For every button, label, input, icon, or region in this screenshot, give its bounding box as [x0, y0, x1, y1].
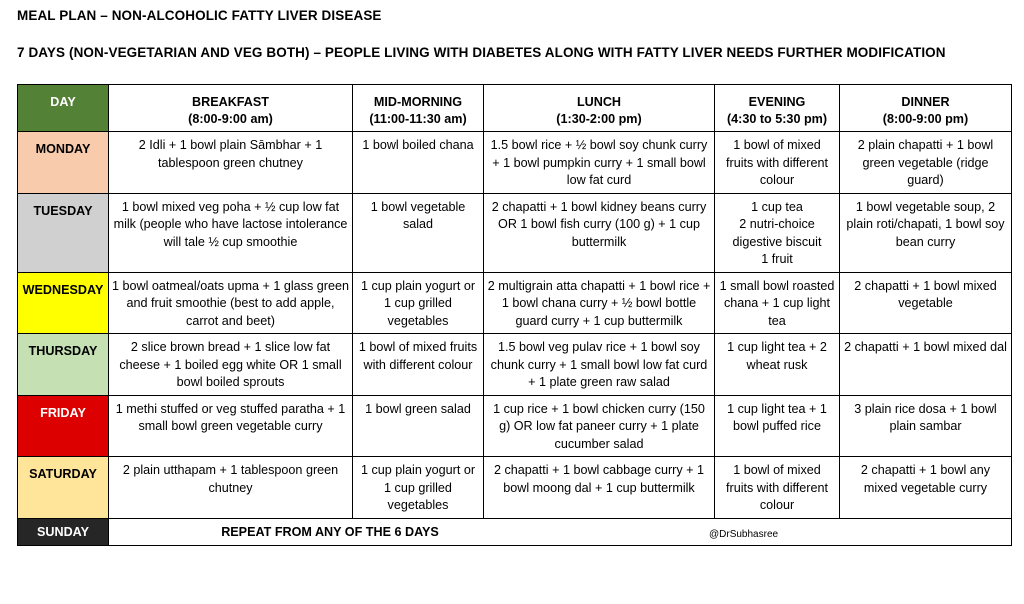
lunch-cell: 1.5 bowl veg pulav rice + 1 bowl soy chunk curry + 1 small bowl low fat curd + 1 plate green raw salad [484, 334, 715, 396]
day-cell-sunday: SUNDAY [18, 518, 109, 545]
dinner-cell: 3 plain rice dosa + 1 bowl plain sambar [840, 395, 1012, 457]
dinner-cell: 2 plain chapatti + 1 bowl green vegetable (ridge guard) [840, 132, 1012, 194]
evening-cell: 1 bowl of mixed fruits with different colour [715, 132, 840, 194]
table-row [18, 457, 1012, 519]
evening-line: 1 fruit [761, 252, 793, 266]
day-cell-saturday: SATURDAY [18, 457, 109, 519]
evening-line: 2 nutri-choice digestive biscuit [732, 217, 822, 249]
day-cell-monday: MONDAY [18, 132, 109, 194]
evening-line: 1 cup tea [751, 199, 803, 214]
breakfast-cell: 2 Idli + 1 bowl plain Sāmbhar + 1 tablespoon green chutney [109, 132, 353, 194]
page-title: MEAL PLAN – NON-ALCOHOLIC FATTY LIVER DISEASE [17, 8, 382, 23]
column-header-dinner: DINNER (8:00-9:00 pm) [840, 85, 1012, 132]
author-credit: @DrSubhasree [709, 528, 779, 540]
sunday-note-cell [109, 518, 1012, 545]
breakfast-cell: 2 slice brown bread + 1 slice low fat cheese + 1 boiled egg white OR 1 small bowl boiled sprouts [109, 334, 353, 396]
mid-morning-cell: 1 bowl of mixed fruits with different colour [353, 334, 484, 396]
lunch-cell: 2 chapatti + 1 bowl kidney beans curry OR 1 bowl fish curry (100 g) + 1 cup buttermilk [484, 193, 715, 272]
evening-cell: 1 cup light tea + 1 bowl puffed rice [715, 395, 840, 457]
dinner-cell: 2 chapatti + 1 bowl mixed dal [840, 334, 1012, 396]
column-header-mid-morning: MID-MORNING (11:00-11:30 am) [353, 85, 484, 132]
column-header-day: DAY [18, 85, 109, 132]
evening-cell: 1 bowl of mixed fruits with different colour [715, 457, 840, 519]
dinner-cell: 1 bowl vegetable soup, 2 plain roti/chapati, 1 bowl soy bean curry [840, 193, 1012, 272]
breakfast-cell: 2 plain utthapam + 1 tablespoon green chutney [109, 457, 353, 519]
dinner-cell: 2 chapatti + 1 bowl any mixed vegetable curry [840, 457, 1012, 519]
lunch-cell: 1 cup rice + 1 bowl chicken curry (150 g) OR low fat paneer curry + 1 plate cucumber salad [484, 395, 715, 457]
column-header-evening: EVENING (4:30 to 5:30 pm) [715, 85, 840, 132]
breakfast-cell: 1 bowl mixed veg poha + ½ cup low fat milk (people who have lactose intolerance will tale ½ cup smoothie [109, 193, 353, 272]
evening-cell: 1 small bowl roasted chana + 1 cup light tea [715, 272, 840, 334]
evening-cell: 1 cup light tea + 2 wheat rusk [715, 334, 840, 396]
column-header-lunch: LUNCH (1:30-2:00 pm) [484, 85, 715, 132]
evening-cell [715, 193, 840, 272]
mid-morning-cell: 1 bowl green salad [353, 395, 484, 457]
breakfast-cell: 1 methi stuffed or veg stuffed paratha + 1 small bowl green vegetable curry [109, 395, 353, 457]
day-cell-wednesday: WEDNESDAY [18, 272, 109, 334]
table-row [18, 334, 1012, 396]
table-row [18, 272, 1012, 334]
lunch-cell: 1.5 bowl rice + ½ bowl soy chunk curry + 1 bowl pumpkin curry + 1 small bowl low fat curd [484, 132, 715, 194]
day-cell-thursday: THURSDAY [18, 334, 109, 396]
table-row [18, 193, 1012, 272]
mid-morning-cell: 1 cup plain yogurt or 1 cup grilled vegetables [353, 457, 484, 519]
lunch-cell: 2 chapatti + 1 bowl cabbage curry + 1 bowl moong dal + 1 cup buttermilk [484, 457, 715, 519]
sunday-note: REPEAT FROM ANY OF THE 6 DAYS [221, 524, 439, 539]
day-cell-tuesday: TUESDAY [18, 193, 109, 272]
table-row [18, 395, 1012, 457]
table-row [18, 518, 1012, 545]
meal-plan-table [17, 84, 1012, 546]
table-header-row [18, 85, 1012, 132]
column-header-breakfast: BREAKFAST (8:00-9:00 am) [109, 85, 353, 132]
table-row [18, 132, 1012, 194]
dinner-cell: 2 chapatti + 1 bowl mixed vegetable [840, 272, 1012, 334]
lunch-cell: 2 multigrain atta chapatti + 1 bowl rice + 1 bowl chana curry + ½ bowl bottle guard curry + 1 cup buttermilk [484, 272, 715, 334]
mid-morning-cell: 1 bowl boiled chana [353, 132, 484, 194]
page-subtitle: 7 DAYS (NON-VEGETARIAN AND VEG BOTH) – PEOPLE LIVING WITH DIABETES ALONG WITH FATTY LIVER NEEDS FURTHER MODIFICATION [17, 45, 946, 60]
mid-morning-cell: 1 bowl vegetable salad [353, 193, 484, 272]
breakfast-cell: 1 bowl oatmeal/oats upma + 1 glass green and fruit smoothie (best to add apple, carrot and beet) [109, 272, 353, 334]
mid-morning-cell: 1 cup plain yogurt or 1 cup grilled vegetables [353, 272, 484, 334]
day-cell-friday: FRIDAY [18, 395, 109, 457]
